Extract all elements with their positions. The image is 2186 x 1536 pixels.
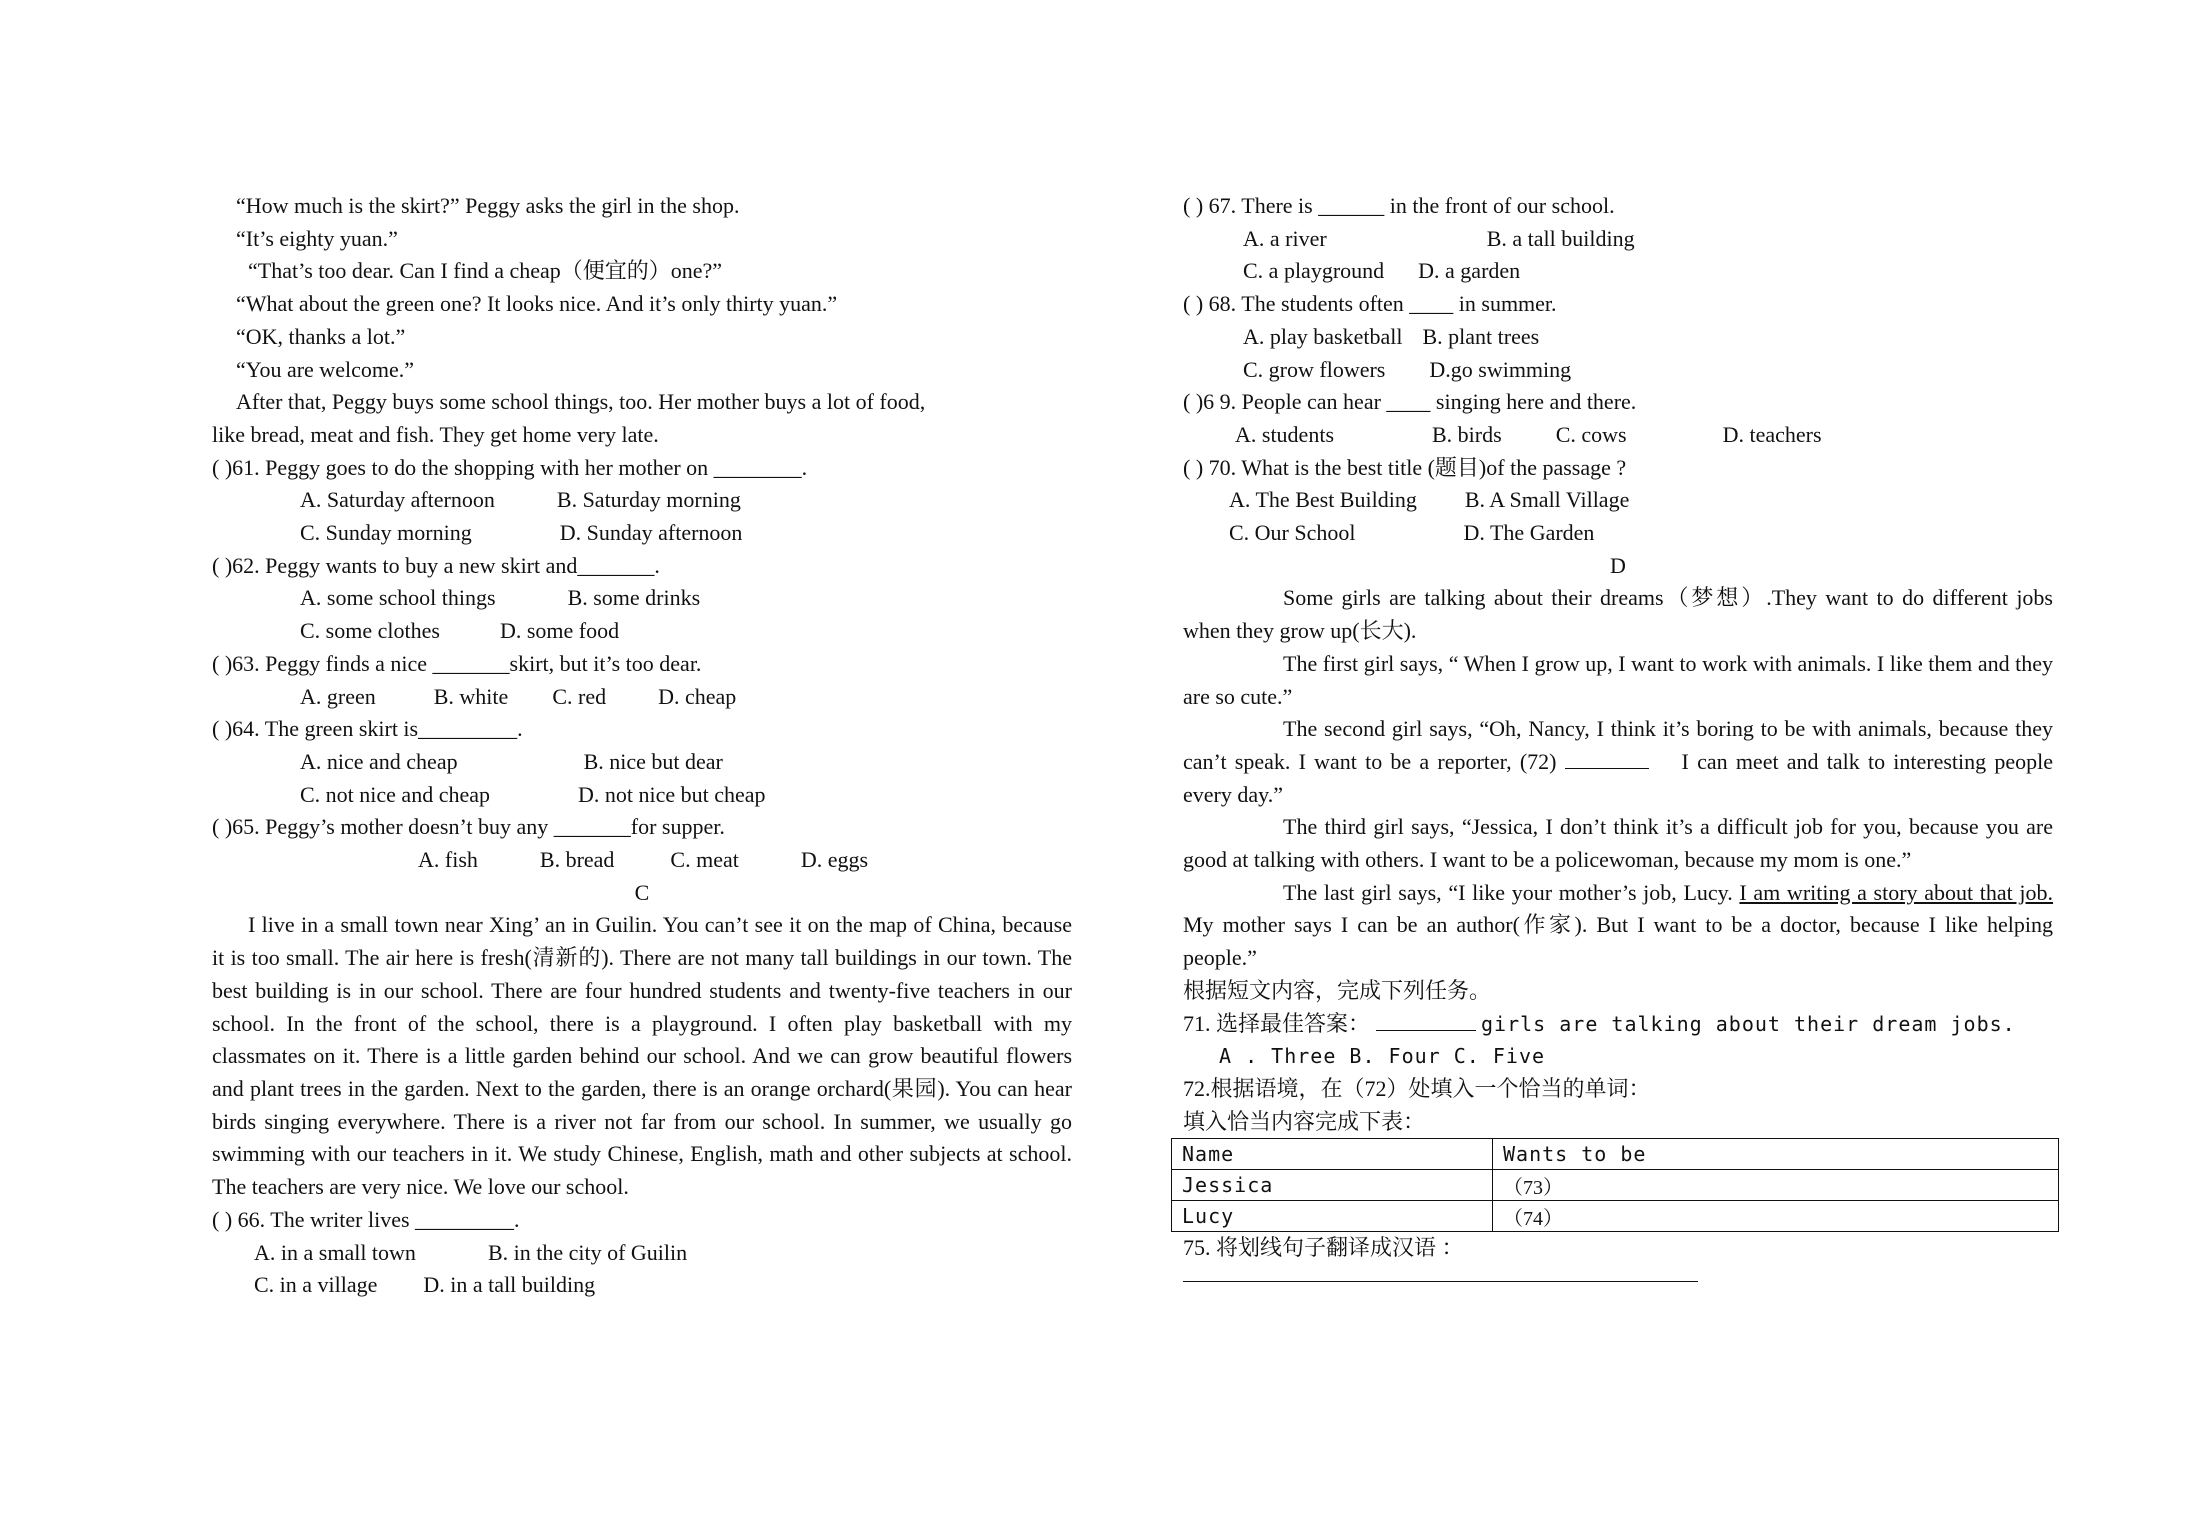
- option-d: D. some food: [499, 618, 620, 644]
- blank-71: [1376, 1010, 1476, 1031]
- passage-d-paragraph: Some girls are talking about their dreams（梦想）.They want to do different jobs when they grow up(长大).: [1183, 585, 2053, 644]
- passage-d-paragraph: The third girl says, “Jessica, I don’t think it’s a difficult job for you, because you are good at talking with others. I want to be a policewoman, because my mom is one.”: [1183, 814, 2053, 873]
- option-c: C. some clothes: [300, 618, 440, 644]
- options-row: [1183, 321, 2053, 354]
- options-row: [1183, 223, 2053, 256]
- option-a: A. The Best Building: [1229, 487, 1417, 513]
- options-row: [212, 779, 1072, 812]
- blank-72: [1565, 748, 1649, 769]
- option-c: C. red: [552, 683, 607, 709]
- option-c: C. Sunday morning: [300, 520, 472, 546]
- table-row: [1172, 1139, 2059, 1170]
- task-instruction: 根据短文内容，完成下列任务。: [1183, 977, 1492, 1003]
- question-70: ( ) 70. What is the best title (题目)of the passage ?: [1183, 454, 1627, 480]
- option-a: A. a river: [1243, 225, 1327, 251]
- question-61: ( )61. Peggy goes to do the shopping with her mother on ________.: [212, 454, 808, 480]
- options-row: [212, 1269, 1072, 1302]
- dialog-line: “That’s too dear. Can I find a cheap（便宜的）one?”: [248, 258, 723, 284]
- option-a: A. students: [1235, 421, 1334, 447]
- options-row: [212, 681, 1072, 714]
- table-intro: 填入恰当内容完成下表：: [1183, 1108, 1426, 1134]
- option-c: C. not nice and cheap: [300, 781, 490, 807]
- option-d: D. Sunday afternoon: [559, 520, 743, 546]
- option-d: D. not nice but cheap: [578, 781, 766, 807]
- table-row: [1172, 1170, 2059, 1201]
- passage-d-paragraph: The first girl says, “ When I grow up, I want to work with animals. I like them and they are so cute.”: [1183, 650, 2053, 709]
- question-75: 75. 将划线句子翻译成汉语 ：: [1183, 1235, 1464, 1261]
- table-header-wants: Wants to be: [1493, 1139, 2059, 1170]
- passage-line: like bread, meat and fish. They get home very late.: [212, 421, 659, 447]
- option-b: B. white: [433, 683, 509, 709]
- options-row: [212, 517, 1072, 550]
- paragraph-text: The last girl says, “I like your mother’s job, Lucy.: [1283, 879, 1733, 905]
- options-row: [1183, 484, 2053, 517]
- question-63: ( )63. Peggy finds a nice _______skirt, but it’s too dear.: [212, 650, 702, 676]
- dialog-line: “OK, thanks a lot.”: [236, 323, 406, 349]
- option-d: D. eggs: [800, 847, 869, 873]
- table-row: [1172, 1201, 2059, 1232]
- option-c: C. meat: [670, 847, 739, 873]
- right-column: [1183, 190, 2053, 1282]
- option-d: D. cheap: [658, 683, 737, 709]
- option-a: A. in a small town: [254, 1239, 416, 1265]
- passage-line: After that, Peggy buys some school things, too. Her mother buys a lot of food,: [236, 389, 926, 415]
- option-b: B. some drinks: [567, 585, 701, 611]
- passage-c: I live in a small town near Xing’ an in Guilin. You can’t see it on the map of China, because it is too small. The air here is fresh(清新的). There are not many tall buildings in our town. The best building is in our school. There are four hundred students and twenty-five teachers in our school. In the front of the school, there is a playground. I often play basketball with my classmates on it. There is a little garden behind our school. And we can grow beautiful flowers and plant trees in the garden. Next to the garden, there is an orange orchard(果园). You can hear birds singing everywhere. There is a river not far from our school. In summer, we usually go swimming with our teachers in it. We study Chinese, English, math and other subjects at school. The teachers are very nice. We love our school.: [212, 912, 1072, 1200]
- question-text: girls are talking about their dream jobs.: [1481, 1011, 2016, 1036]
- dialog-line: “You are welcome.”: [236, 356, 414, 382]
- options-row: [1183, 255, 2053, 288]
- options-row: [212, 582, 1072, 615]
- question-67: ( ) 67. There is ______ in the front of our school.: [1183, 193, 1615, 218]
- question-62: ( )62. Peggy wants to buy a new skirt and_______.: [212, 552, 660, 578]
- underlined-sentence: I am writing a story about that job.: [1739, 879, 2054, 905]
- option-d: D.go swimming: [1429, 356, 1572, 382]
- option-b: B. bread: [539, 847, 615, 873]
- options-row: [212, 615, 1072, 648]
- table-header-name: Name: [1172, 1139, 1493, 1170]
- option-c: C. cows: [1555, 421, 1627, 447]
- options-row: [212, 746, 1072, 779]
- table-cell: Lucy: [1172, 1201, 1493, 1232]
- option-b: B. A Small Village: [1464, 487, 1630, 513]
- option-b: B. plant trees: [1422, 323, 1540, 349]
- question-71: [1183, 1008, 2053, 1041]
- option-a: A. play basketball: [1243, 323, 1403, 349]
- option-b: B. a tall building: [1486, 225, 1635, 251]
- question-72: 72.根据语境，在（72）处填入一个恰当的单词：: [1183, 1075, 1651, 1101]
- answer-line-75: [1183, 1281, 1698, 1282]
- options-row: [212, 484, 1072, 517]
- question-66: ( ) 66. The writer lives _________.: [212, 1206, 520, 1232]
- option-d: D. The Garden: [1463, 520, 1595, 546]
- table-cell-74: （74）: [1493, 1201, 2059, 1232]
- table-cell-73: （73）: [1493, 1170, 2059, 1201]
- option-a: A. nice and cheap: [300, 748, 458, 774]
- passage-d-paragraph: [1183, 877, 2053, 975]
- option-a: A. fish: [418, 847, 478, 873]
- paragraph-text: I can meet and talk to interesting people every day.”: [1183, 748, 2054, 807]
- option-a: A. green: [300, 683, 376, 709]
- options-row: [1183, 517, 2053, 550]
- option-c: C. a playground: [1243, 258, 1385, 284]
- option-d: D. a garden: [1418, 258, 1521, 284]
- options-row: [1183, 354, 2053, 387]
- option-b: B. birds: [1432, 421, 1502, 447]
- option-c: C. in a village: [254, 1272, 378, 1298]
- options-row: [212, 844, 1072, 877]
- question-64: ( )64. The green skirt is_________.: [212, 716, 523, 742]
- paragraph-text: The second girl says, “Oh, Nancy, I think it’s boring to be with animals, because they can’t speak. I want to be a reporter, (72): [1183, 716, 2053, 774]
- question-68: ( ) 68. The students often ____ in summer.: [1183, 291, 1557, 317]
- option-d: D. in a tall building: [423, 1272, 596, 1298]
- option-c: C. Our School: [1229, 520, 1356, 546]
- options-row: [212, 1237, 1072, 1270]
- option-d: D. teachers: [1722, 421, 1822, 447]
- dialog-line: “How much is the skirt?” Peggy asks the girl in the shop.: [236, 193, 740, 218]
- left-column: [212, 190, 1072, 1302]
- option-a: A. Saturday afternoon: [300, 487, 495, 513]
- passage-d-paragraph: [1183, 713, 2053, 811]
- question-65: ( )65. Peggy’s mother doesn’t buy any _______for supper.: [212, 814, 725, 840]
- dialog-line: “It’s eighty yuan.”: [236, 225, 398, 251]
- paragraph-text: My mother says I can be an author(作家). But I want to be a doctor, because I like helping people.”: [1183, 912, 2053, 971]
- option-b: B. nice but dear: [583, 748, 723, 774]
- section-heading-d: D: [1610, 552, 1626, 578]
- table-cell: Jessica: [1172, 1170, 1493, 1201]
- option-b: B. Saturday morning: [556, 487, 741, 513]
- section-heading-c: C: [634, 879, 650, 905]
- dialog-line: “What about the green one? It looks nice. And it’s only thirty yuan.”: [236, 291, 838, 317]
- option-c: C. grow flowers: [1243, 356, 1386, 382]
- question-71-options: A . Three B. Four C. Five: [1219, 1044, 1546, 1069]
- answer-table: [1171, 1138, 2059, 1232]
- option-a: A. some school things: [300, 585, 496, 611]
- options-row: [1183, 419, 2053, 452]
- question-text: 71. 选择最佳答案：: [1183, 1010, 1371, 1036]
- option-b: B. in the city of Guilin: [487, 1239, 688, 1265]
- question-69: ( )6 9. People can hear ____ singing here and there.: [1183, 389, 1637, 415]
